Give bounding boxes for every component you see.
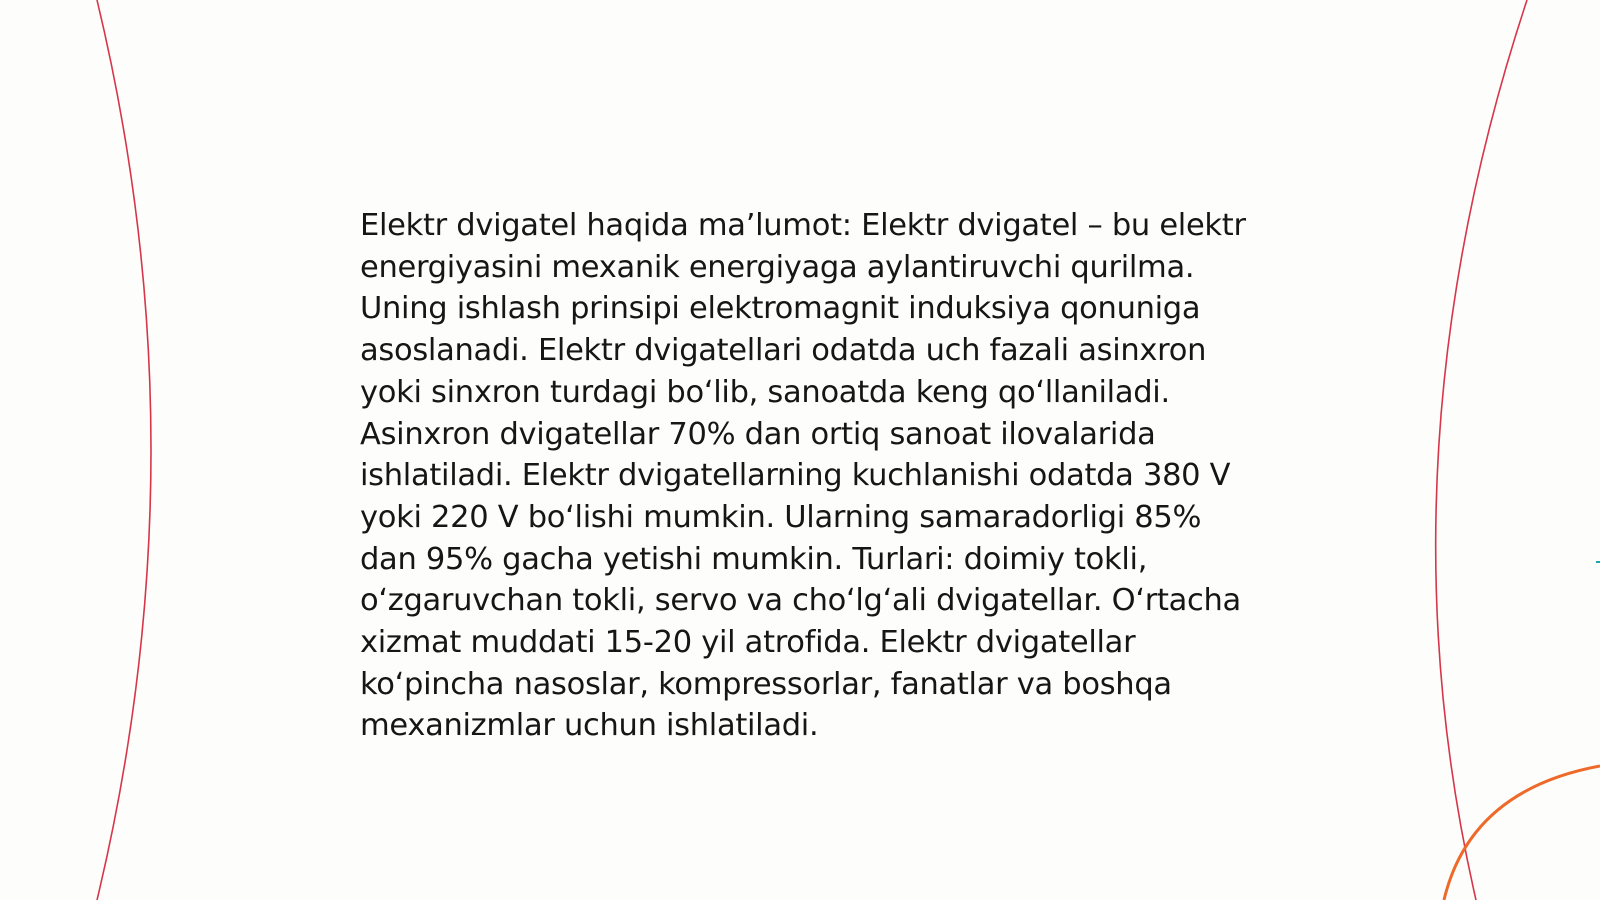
orange-arc [1444,766,1600,900]
left-red-arc [97,0,151,900]
body-paragraph: Elektr dvigatel haqida maʼlumot: Elektr dvigatel – bu elektr energiyasini mexanik energiyaga aylantiruvchi qurilma. Uning ishlash prinsipi elektromagnit induksiya qonuniga asoslanadi. Elektr dvigatellari odatda uch fazali asinxron yoki sinxron turdagi boʻlib, sanoatda keng qoʻllaniladi. Asinxron dvigatellar 70% dan ortiq sanoat ilovalarida ishlatiladi. Elektr dvigatellarning kuchlanishi odatda 380 V yoki 220 V boʻlishi mumkin. Ularning samaradorligi 85% dan 95% gacha yetishi mumkin. Turlari: doimiy tokli, oʻzgaruvchan tokli, servo va choʻlgʻali dvigatellar. Oʻrtacha xizmat muddati 15-20 yil atrofida. Elektr dvigatellar koʻpincha nasoslar, kompressorlar, fanatlar va boshqa mexanizmlar uchun ishlatiladi. [360,208,1246,744]
right-red-arc [1436,0,1527,900]
